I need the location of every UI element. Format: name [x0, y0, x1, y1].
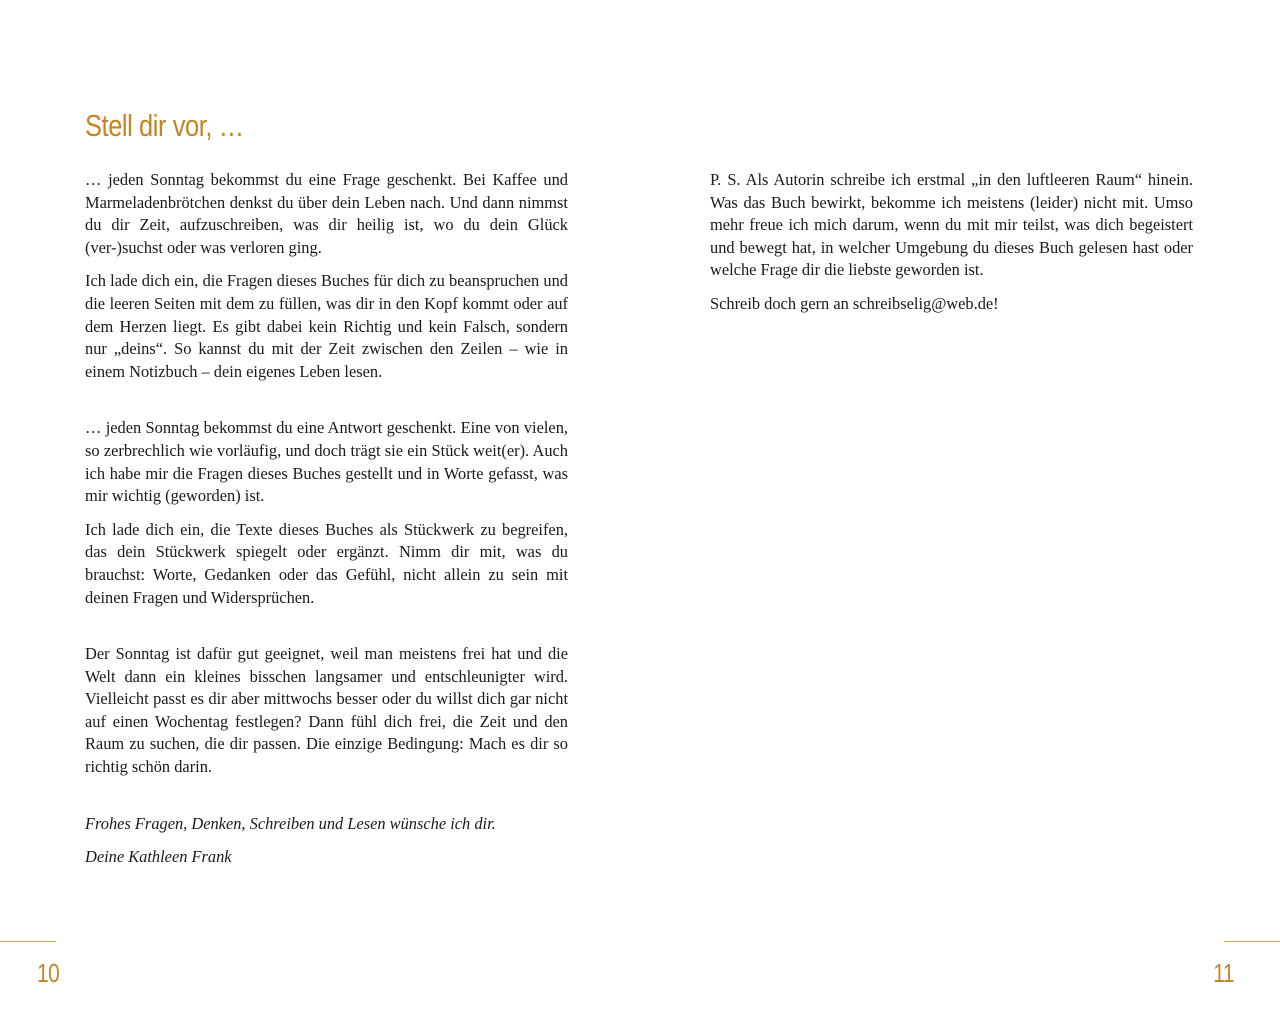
footer-rule-right [1224, 941, 1280, 942]
paragraph-contact: Schreib doch gern an schreibselig@web.de! [710, 293, 999, 313]
paragraph-answer-intro: … jeden Sonntag bekommst du eine Antwort geschenkt. Eine von vielen, so zerbrechlich wie vorläufig, und doch trägt sie ein Stück weit(er). Auch ich habe mir die Fragen dieses Buches gestellt und in Worte gefasst, was mir wichtig (geworden) ist. [85, 418, 568, 506]
footer-rule-left [0, 941, 56, 942]
paragraph-question-intro: … jeden Sonntag bekommst du eine Frage geschenkt. Bei Kaffee und Marmeladenbrötchen denkst du über dein Leben nach. Und dann nimmst du dir Zeit, aufzuschreiben, was dir heilig ist, wo du dein Glück (ver-)suchst oder was verloren ging. [85, 170, 568, 257]
paragraph-sunday: Der Sonntag ist dafür gut geeignet, weil man meistens frei hat und die Welt dann ein kleines bisschen langsamer und entschleunigter wird. Vielleicht passt es dir aber mittwochs besser oder du willst dich gar nicht auf einen Wochentag festlegen? Dann fühl dich frei, die Zeit und den Raum zu suchen, die dir passen. Die einzige Bedingung: Mach es dir so richtig schön darin. [85, 644, 568, 777]
right-page-body [710, 169, 1193, 316]
page-number-left: 10 [37, 958, 60, 988]
paragraph-postscript: P. S. Als Autorin schreibe ich erstmal „in den luftleeren Raum“ hinein. Was das Buch bewirkt, bekomme ich meistens (leider) nicht mit. Umso mehr freue ich mich darum, wenn du mit mir teilst, was dich begeistert und bewegt hat, in welcher Umgebung du dieses Buch gelesen hast oder welche Frage dir die liebste geworden ist. [710, 170, 1193, 280]
closing-line: Frohes Fragen, Denken, Schreiben und Lesen wünsche ich dir. [85, 813, 496, 833]
paragraph-answer-invite: Ich lade dich ein, die Texte dieses Buches als Stückwerk zu begreifen, das dein Stückwerk spiegelt oder ergänzt. Nimm dir mit, was du brauchst: Worte, Gedanken oder das Gefühl, nicht allein zu sein mit deinen Fragen und Widersprüchen. [85, 519, 568, 607]
left-page-body [85, 169, 568, 869]
page-title: Stell dir vor, … [85, 108, 244, 143]
signature: Deine Kathleen Frank [85, 847, 232, 867]
page-number-right: 11 [1213, 958, 1234, 988]
paragraph-question-invite: Ich lade dich ein, die Fragen dieses Buches für dich zu beanspruchen und die leeren Seiten mit dem zu füllen, was dir in den Kopf kommt oder auf dem Herzen liegt. Es gibt dabei kein Richtig und kein Falsch, sondern nur „deins“. So kannst du mit der Zeit zwischen den Zeilen – wie in einem Notizbuch – dein eigenes Leben lesen. [85, 271, 568, 381]
